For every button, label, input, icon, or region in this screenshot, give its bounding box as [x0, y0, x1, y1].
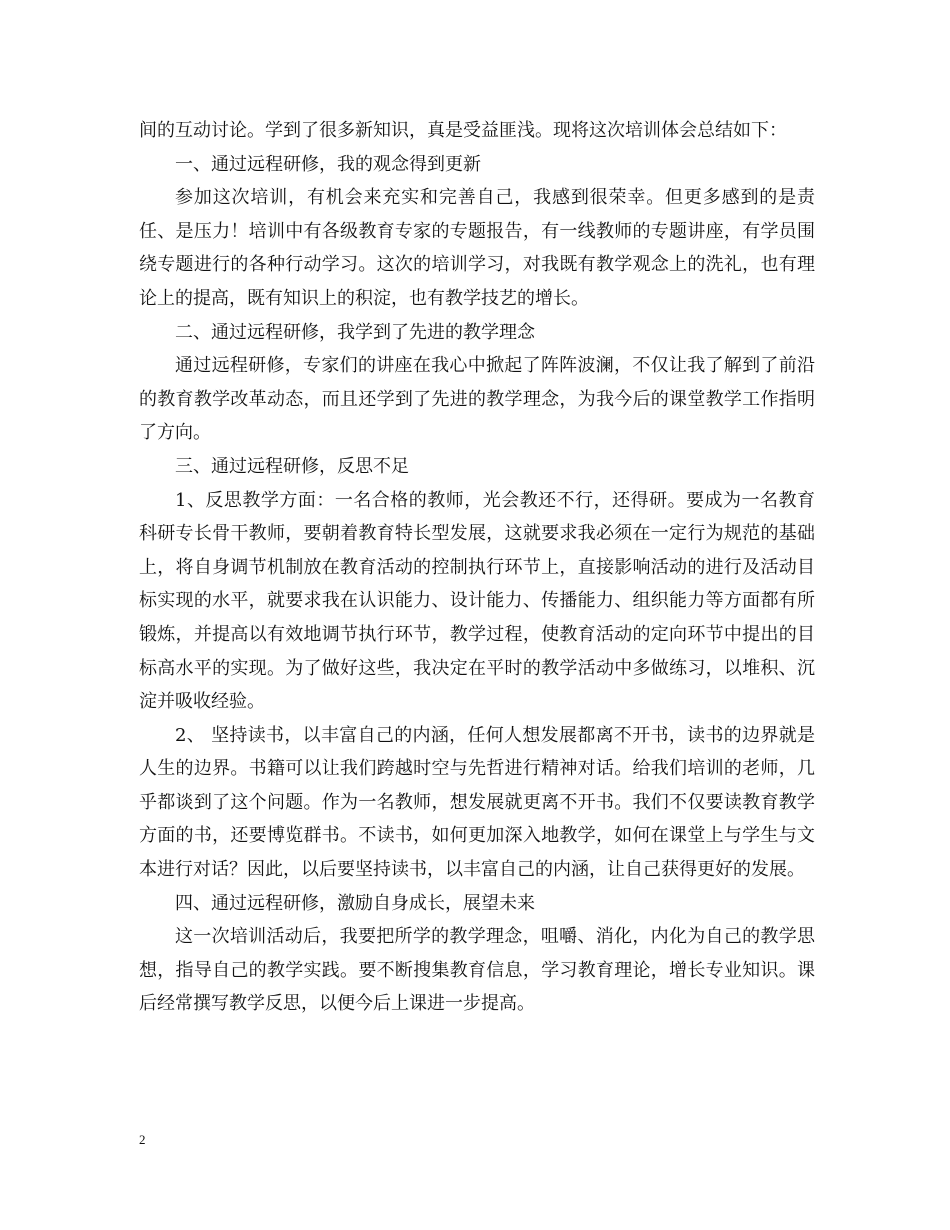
heading-section-2: 二、通过远程研修，我学到了先进的教学理念 [175, 321, 535, 343]
paragraph-section-4: 这一次培训活动后，我要把所学的教学理念，咀嚼、消化，内化为自己的教学思想，指导自己的教学实践。要不断搜集教育信息，学习教育理论，增长专业知识。课后经常撰写教学反思，以便今后上课进一步提高。 [139, 926, 815, 1015]
body-text [139, 114, 815, 1021]
heading-section-1: 一、通过远程研修，我的观念得到更新 [175, 153, 481, 175]
paragraph-section-1: 参加这次培训，有机会来充实和完善自己，我感到很荣幸。但更多感到的是责任、是压力！培训中有各级教育专家的专题报告，有一线教师的专题讲座，有学员围绕专题进行的各种行动学习。这次的培训学习，对我既有教学观念上的洗礼，也有理论上的提高，既有知识上的积淀，也有教学技艺的增长。 [139, 187, 815, 309]
page-number: 2 [139, 1132, 146, 1147]
heading-section-4: 四、通过远程研修，激励自身成长，展望未来 [175, 892, 535, 914]
paragraph-section-2: 通过远程研修，专家们的讲座在我心中掀起了阵阵波澜，不仅让我了解到了前沿的教育教学改革动态，而且还学到了先进的教学理念，为我今后的课堂教学工作指明了方向。 [139, 355, 815, 444]
paragraph-reflection-teaching: 1、反思教学方面：一名合格的教师，光会教还不行，还得研。要成为一名教育科研专长骨干教师，要朝着教育特长型发展，这就要求我必须在一定行为规范的基础上，将自身调节机制放在教育活动的控制执行环节上，直接影响活动的进行及活动目标实现的水平，就要求我在认识能力、设计能力、传播能力、组织能力等方面都有所锻炼，并提高以有效地调节执行环节，教学过程，使教育活动的定向环节中提出的目标高水平的实现。为了做好这些，我决定在平时的教学活动中多做练习，以堆积、沉淀并吸收经验。 [139, 489, 815, 713]
heading-section-3: 三、通过远程研修，反思不足 [175, 455, 409, 477]
paragraph-continuation: 间的互动讨论。学到了很多新知识，真是受益匪浅。现将这次培训体会总结如下： [139, 120, 787, 141]
paragraph-reading: 2、 坚持读书，以丰富自己的内涵，任何人想发展都离不开书，读书的边界就是人生的边界。书籍可以让我们跨越时空与先哲进行精神对话。给我们培训的老师，几乎都谈到了这个问题。作为一名教师，想发展就更离不开书。我们不仅要读教育教学方面的书，还要博览群书。不读书，如何更加深入地教学，如何在课堂上与学生与文本进行对话？因此，以后要坚持读书，以丰富自己的内涵，让自己获得更好的发展。 [139, 724, 815, 881]
